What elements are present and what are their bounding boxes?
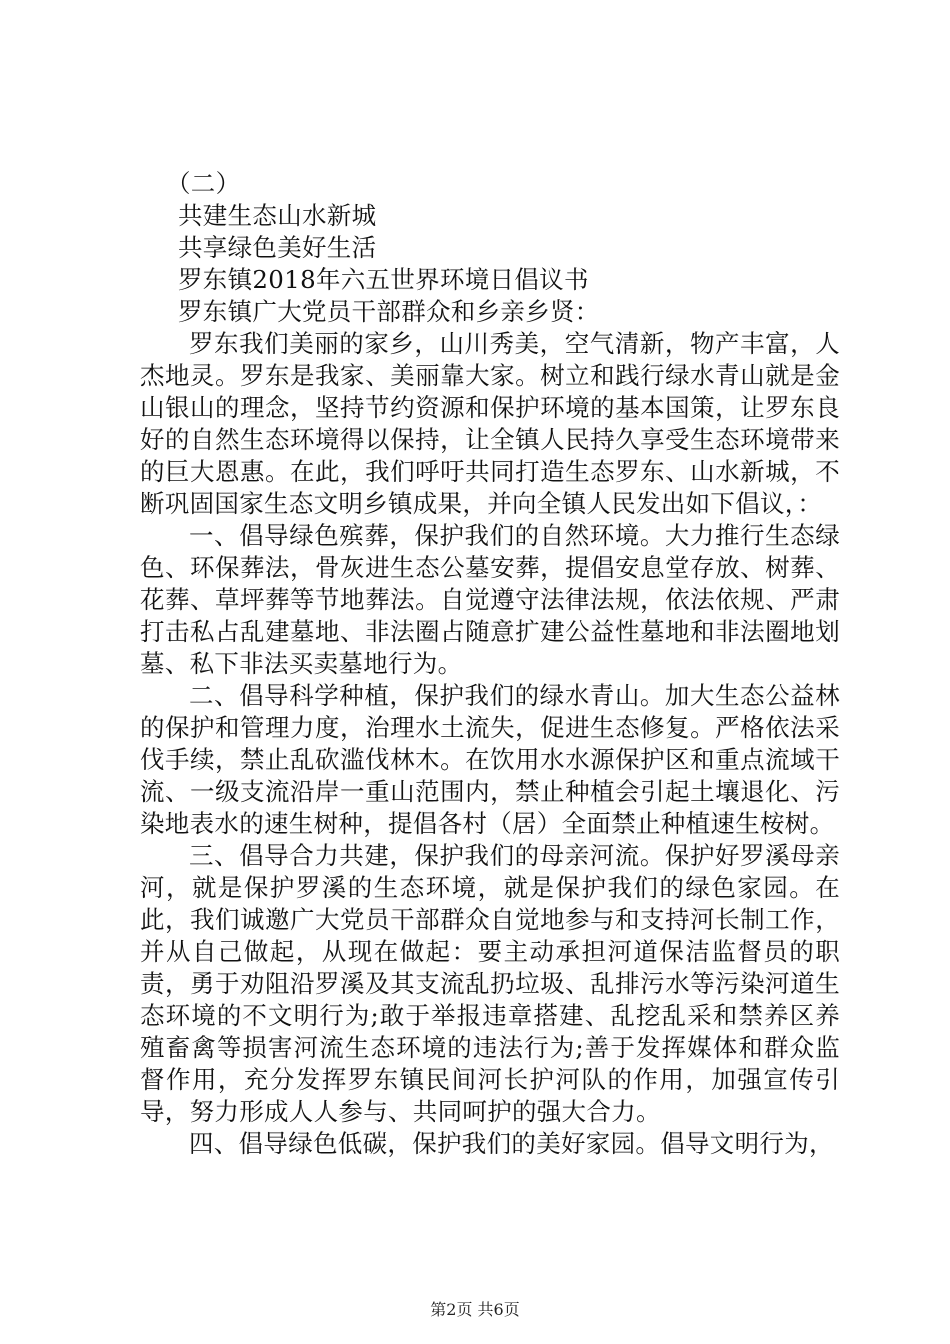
section-number: （二） xyxy=(166,169,241,198)
document-body xyxy=(140,168,840,1160)
paragraph-4: 四、倡导绿色低碳，保护我们的美好家园。倡导文明行为， xyxy=(189,1129,834,1158)
paragraph-intro: 罗东我们美丽的家乡，山川秀美，空气清新，物产丰富，人杰地灵。罗东是我家、美丽靠大家。树立和践行绿水青山就是金山银山的理念，坚持节约资源和保护环境的基本国策，让罗东良好的自然生态环境得以保持，让全镇人民持久享受生态环境带来的巨大恩惠。在此，我们呼吁共同打造生态罗东、山水新城，不断巩固国家生态文明乡镇成果，并向全镇人民发出如下倡议，： xyxy=(140,329,840,518)
title-line-2: 共享绿色美好生活 xyxy=(178,233,377,262)
paragraph-1: 一、倡导绿色殡葬，保护我们的自然环境。大力推行生态绿色、环保葬法，骨灰进生态公墓安葬，提倡安息堂存放、树葬、花葬、草坪葬等节地葬法。自觉遵守法律法规，依法依规、严肃打击私占乱建墓地、非法圈占随意扩建公益性墓地和非法圈地划墓、私下非法买卖墓地行为。 xyxy=(140,521,840,678)
title-line-1: 共建生态山水新城 xyxy=(178,201,377,230)
paragraph-2: 二、倡导科学种植，保护我们的绿水青山。加大生态公益林的保护和管理力度，治理水土流失，促进生态修复。严格依法采伐手续，禁止乱砍滥伐林木。在饮用水水源保护区和重点流域干流、一级支流沿岸一重山范围内，禁止种植会引起土壤退化、污染地表水的速生树种，提倡各村（居）全面禁止种植速生桉树。 xyxy=(140,681,840,838)
document-title: 罗东镇2018年六五世界环境日倡议书 xyxy=(178,265,589,294)
salutation: 罗东镇广大党员干部群众和乡亲乡贤： xyxy=(178,297,600,326)
paragraph-3: 三、倡导合力共建，保护我们的母亲河流。保护好罗溪母亲河，就是保护罗溪的生态环境，就是保护我们的绿色家园。在此，我们诚邀广大党员干部群众自觉地参与和支持河长制工作，并从自己做起，从现在做起：要主动承担河道保洁监督员的职责，勇于劝阻沿罗溪及其支流乱扔垃圾、乱排污水等污染河道生态环境的不文明行为;敢于举报违章搭建、乱挖乱采和禁养区养殖畜禽等损害河流生态环境的违法行为;善于发挥媒体和群众监督作用，充分发挥罗东镇民间河长护河队的作用，加强宣传引导，努力形成人人参与、共同呵护的强大合力。 xyxy=(140,841,840,1126)
page-footer: 第2页 共6页 xyxy=(430,1300,520,1319)
